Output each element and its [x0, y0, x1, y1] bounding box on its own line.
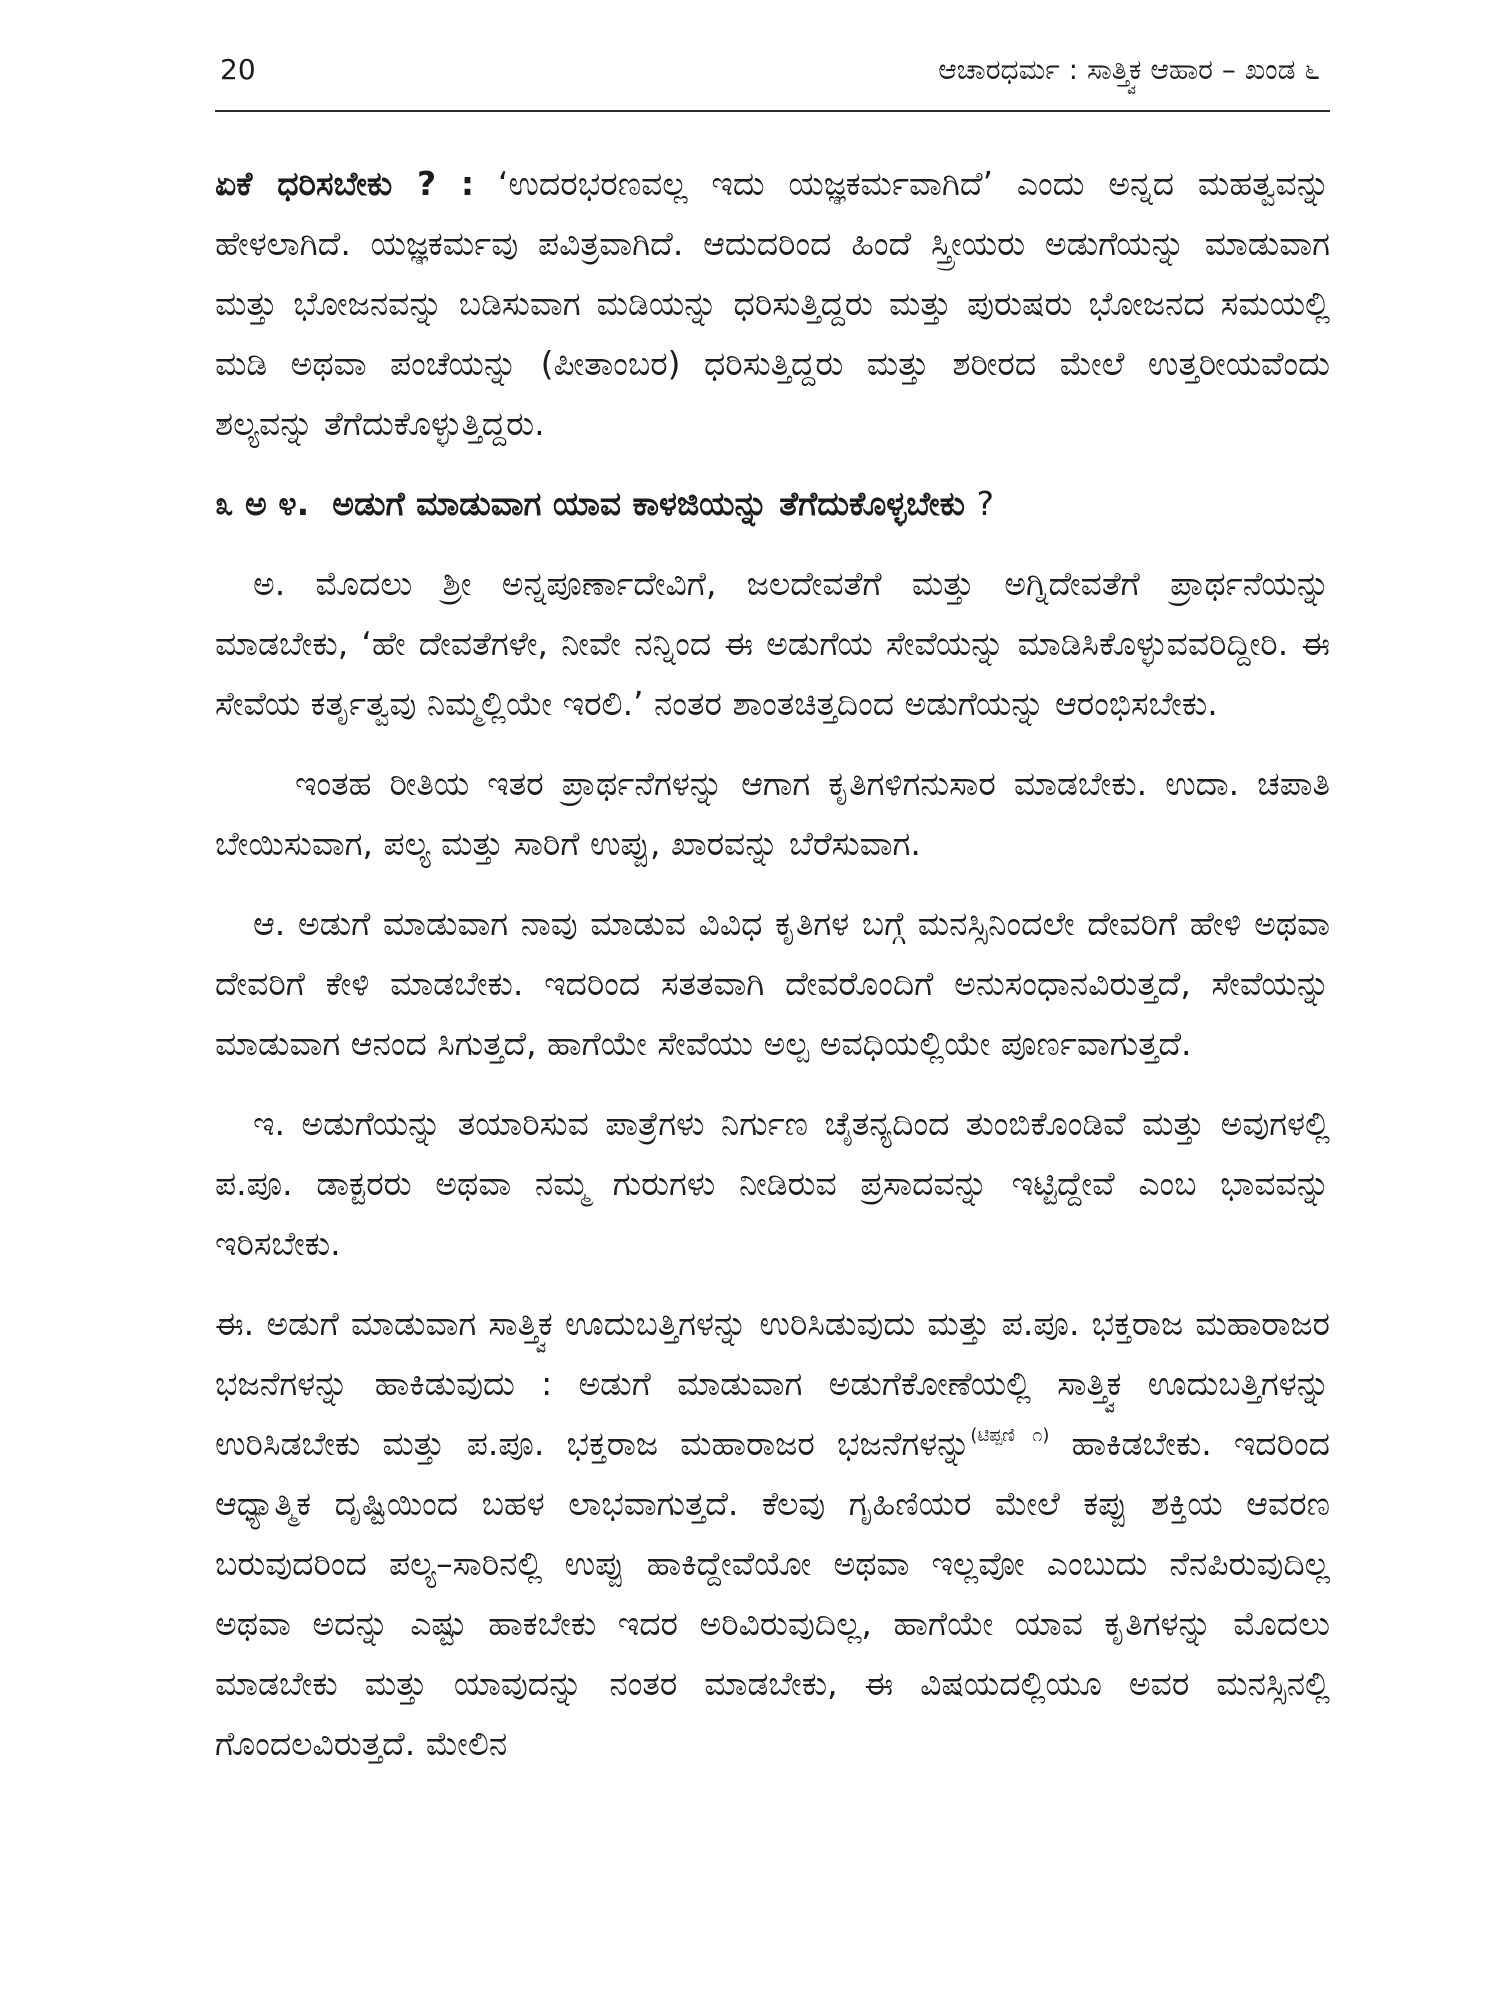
- section-number: ೩ ಅ ೪.: [215, 484, 310, 523]
- book-page: [215, 40, 1330, 1980]
- paragraph-aa: ಆ. ಅಡುಗೆ ಮಾಡುವಾಗ ನಾವು ಮಾಡುವ ವಿವಿಧ ಕೃತಿಗಳ ಬಗ್ಗೆ ಮನಸ್ಸಿನಿಂದಲೇ ದೇವರಿಗೆ ಹೇಳಿ ಅಥವಾ ದೇವರಿಗೆ ಕೇಳಿ ಮಾಡಬೇಕು. ಇದರಿಂದ ಸತತವಾಗಿ ದೇವರೊಂದಿಗೆ ಅನುಸಂಧಾನವಿರುತ್ತದೆ, ಸೇವೆಯನ್ನು ಮಾಡುವಾಗ ಆನಂದ ಸಿಗುತ್ತದೆ, ಹಾಗೆಯೇ ಸೇವೆಯು ಅಲ್ಪ ಅವಧಿಯಲ್ಲಿಯೇ ಪೂರ್ಣವಾಗುತ್ತದೆ.: [215, 904, 1330, 1063]
- section-heading: [215, 474, 1330, 534]
- paragraph-lead: ಏಕೆ ಧರಿಸಬೇಕು ? :: [215, 164, 475, 203]
- paragraph-i: ಇ. ಅಡುಗೆಯನ್ನು ತಯಾರಿಸುವ ಪಾತ್ರೆಗಳು ನಿರ್ಗುಣ ಚೈತನ್ಯದಿಂದ ತುಂಬಿಕೊಂಡಿವೆ ಮತ್ತು ಅವುಗಳಲ್ಲಿ ಪ.ಪೂ. ಡಾಕ್ಟರರು ಅಥವಾ ನಮ್ಮ ಗುರುಗಳು ನೀಡಿರುವ ಪ್ರಸಾದವನ್ನು ಇಟ್ಟಿದ್ದೇವೆ ಎಂಬ ಭಾವವನ್ನು ಇರಿಸಬೇಕು.: [215, 1104, 1330, 1263]
- paragraph-ii-continuation: ಹಾಕಿಡಬೇಕು. ಇದರಿಂದ ಆಧ್ಯಾತ್ಮಿಕ ದೃಷ್ಟಿಯಿಂದ ಬಹಳ ಲಾಭವಾಗುತ್ತದೆ. ಕೆಲವು ಗೃಹಿಣಿಯರ ಮೇಲೆ ಕಪ್ಪು ಶಕ್ತಿಯ ಆವರಣ ಬರುವುದರಿಂದ ಪಲ್ಯ–ಸಾರಿನಲ್ಲಿ ಉಪ್ಪು ಹಾಕಿದ್ದೇವೆಯೋ ಅಥವಾ ಇಲ್ಲವೋ ಎಂಬುದು ನೆನಪಿರುವುದಿಲ್ಲ ಅಥವಾ ಅದನ್ನು ಎಷ್ಟು ಹಾಕಬೇಕು ಇದರ ಅರಿವಿರುವುದಿಲ್ಲ, ಹಾಗೆಯೇ ಯಾವ ಕೃತಿಗಳನ್ನು ಮೊದಲು ಮಾಡಬೇಕು ಮತ್ತು ಯಾವುದನ್ನು ನಂತರ ಮಾಡಬೇಕು, ಈ ವಿಷಯದಲ್ಲಿಯೂ ಅವರ ಮನಸ್ಸಿನಲ್ಲಿ ಗೊಂದಲವಿರುತ್ತದೆ. ಮೇಲಿನ: [215, 1424, 1330, 1763]
- section-title: ಅಡುಗೆ ಮಾಡುವಾಗ ಯಾವ ಕಾಳಜಿಯನ್ನು ತೆಗೆದುಕೊಳ್ಳಬೇಕು: [332, 484, 965, 523]
- paragraph-a-examples: ಇಂತಹ ರೀತಿಯ ಇತರ ಪ್ರಾರ್ಥನೆಗಳನ್ನು ಆಗಾಗ ಕೃತಿಗಳಿಗನುಸಾರ ಮಾಡಬೇಕು. ಉದಾ. ಚಪಾತಿ ಬೇಯಿಸುವಾಗ, ಪಲ್ಯ ಮತ್ತು ಸಾರಿಗೆ ಉಪ್ಪು, ಖಾರವನ್ನು ಬೆರೆಸುವಾಗ.: [215, 764, 1330, 863]
- paragraph-ii-text: ಈ. ಅಡುಗೆ ಮಾಡುವಾಗ ಸಾತ್ತ್ವಿಕ ಊದುಬತ್ತಿಗಳನ್ನು ಉರಿಸಿಡುವುದು ಮತ್ತು ಪ.ಪೂ. ಭಕ್ತರಾಜ ಮಹಾರಾಜರ ಭಜನೆಗಳನ್ನು ಹಾಕಿಡುವುದು : ಅಡುಗೆ ಮಾಡುವಾಗ ಅಡುಗೆಕೋಣೆಯಲ್ಲಿ ಸಾತ್ತ್ವಿಕ ಊದುಬತ್ತಿಗಳನ್ನು ಉರಿಸಿಡಬೇಕು ಮತ್ತು ಪ.ಪೂ. ಭಕ್ತರಾಜ ಮಹಾರಾಜರ ಭಜನೆಗಳನ್ನು: [215, 1304, 1330, 1463]
- paragraph-a: ಅ. ಮೊದಲು ಶ್ರೀ ಅನ್ನಪೂರ್ಣಾದೇವಿಗೆ, ಜಲದೇವತೆಗೆ ಮತ್ತು ಅಗ್ನಿದೇವತೆಗೆ ಪ್ರಾರ್ಥನೆಯನ್ನು ಮಾಡಬೇಕು, ‘ಹೇ ದೇವತೆಗಳೇ, ನೀವೇ ನನ್ನಿಂದ ಈ ಅಡುಗೆಯ ಸೇವೆಯನ್ನು ಮಾಡಿಸಿಕೊಳ್ಳುವವರಿದ್ದೀರಿ. ಈ ಸೇವೆಯ ಕರ್ತೃತ್ವವು ನಿಮ್ಮಲ್ಲಿಯೇ ಇರಲಿ.’ ನಂತರ ಶಾಂತಚಿತ್ತದಿಂದ ಅಡುಗೆಯನ್ನು ಆರಂಭಿಸಬೇಕು.: [215, 564, 1330, 723]
- running-title: ಆಚಾರಧರ್ಮ : ಸಾತ್ತ್ವಿಕ ಆಹಾರ – ಖಂಡ ೬: [938, 53, 1320, 86]
- page-body: [215, 154, 1330, 1774]
- paragraph-ii: [215, 1294, 1330, 1774]
- page-number: 20: [220, 53, 256, 86]
- paragraph-why-wear: [215, 154, 1330, 454]
- page-header: [215, 40, 1330, 112]
- footnote-reference: (ಟಿಪ್ಪಣಿ ೧): [970, 1425, 1050, 1446]
- paragraph-text: ‘ಉದರಭರಣವಲ್ಲ ಇದು ಯಜ್ಞಕರ್ಮವಾಗಿದೆ’ ಎಂದು ಅನ್ನದ ಮಹತ್ವವನ್ನು ಹೇಳಲಾಗಿದೆ. ಯಜ್ಞಕರ್ಮವು ಪವಿತ್ರವಾಗಿದೆ. ಆದುದರಿಂದ ಹಿಂದೆ ಸ್ತ್ರೀಯರು ಅಡುಗೆಯನ್ನು ಮಾಡುವಾಗ ಮತ್ತು ಭೋಜನವನ್ನು ಬಡಿಸುವಾಗ ಮಡಿಯನ್ನು ಧರಿಸುತ್ತಿದ್ದರು ಮತ್ತು ಪುರುಷರು ಭೋಜನದ ಸಮಯಲ್ಲಿ ಮಡಿ ಅಥವಾ ಪಂಚೆಯನ್ನು (ಪೀತಾಂಬರ) ಧರಿಸುತ್ತಿದ್ದರು ಮತ್ತು ಶರೀರದ ಮೇಲೆ ಉತ್ತರೀಯವೆಂದು ಶಲ್ಯವನ್ನು ತೆಗೆದುಕೊಳ್ಳುತ್ತಿದ್ದರು.: [215, 164, 1330, 443]
- section-question-mark: ?: [976, 484, 994, 523]
